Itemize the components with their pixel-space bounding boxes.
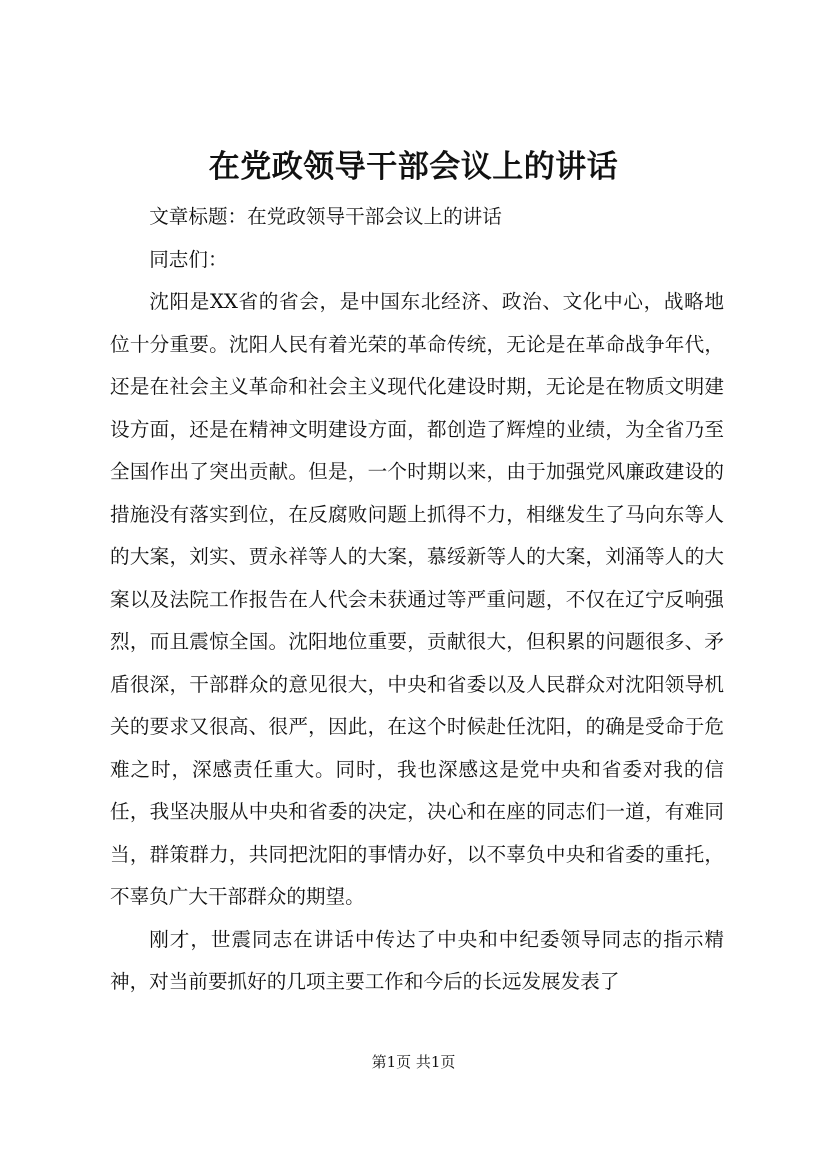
salutation: 同志们： (149, 247, 228, 271)
article-title-line: 文章标题：在党政领导干部会议上的讲话 (149, 205, 502, 228)
document-body (110, 196, 724, 1004)
body-paragraph: 沈阳是XX省的省会，是中国东北经济、政治、文化中心，战略地位十分重要。沈阳人民有着光荣的革命传统，无论是在革命战争年代，还是在社会主义革命和社会主义现代化建设时期，无论是在物质文明建设方面，还是在精神文明建设方面，都创造了辉煌的业绩，为全省乃至全国作出了突出贡献。但是，一个时期以来，由于加强党风廉政建设的措施没有落实到位，在反腐败问题上抓得不力，相继发生了马向东等人的大案，刘实、贾永祥等人的大案，慕绥新等人的大案，刘涌等人的大案以及法院工作报告在人代会未获通过等严重问题，不仅在辽宁反响强烈，而且震惊全国。沈阳地位重要，贡献很大，但积累的问题很多、矛盾很深，干部群众的意见很大，中央和省委以及人民群众对沈阳领导机关的要求又很高、很严，因此，在这个时候赴任沈阳，的确是受命于危难之时，深感责任重大。同时，我也深感这是党中央和省委对我的信任，我坚决服从中央和省委的决定，决心和在座的同志们一道，有难同当，群策群力，共同把沈阳的事情办好，以不辜负中央和省委的重托，不辜负广大干部群众的期望。 (110, 290, 724, 908)
document-title: 在党政领导干部会议上的讲话 (208, 149, 619, 185)
body-paragraph: 刚才，世震同志在讲话中传达了中央和中纪委领导同志的指示精神，对当前要抓好的几项主要工作和今后的长远发展发表了 (110, 927, 724, 993)
page-footer: 第1页 共1页 (371, 1053, 456, 1071)
